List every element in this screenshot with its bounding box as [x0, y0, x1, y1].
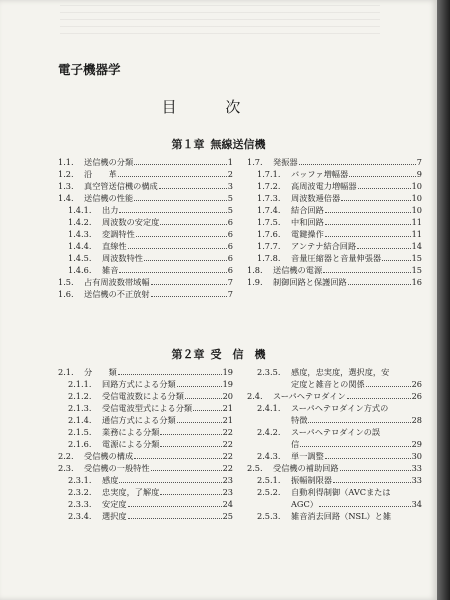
toc-leader-dots	[325, 217, 411, 225]
toc-entry-title: 電源による分類	[102, 439, 160, 449]
toc-entry-title: アンテナ結合回路	[291, 241, 357, 251]
toc-leader-dots	[128, 511, 222, 519]
toc-entry-number: 1.7.2.	[257, 181, 281, 191]
toc-leader-dots	[357, 241, 410, 249]
toc-entry-number: 2.5.3.	[257, 511, 281, 521]
bleed-through-text	[60, 0, 380, 40]
toc-entry	[58, 288, 233, 300]
toc-leader-dots	[134, 451, 221, 459]
toc-entry-page: 23	[222, 475, 233, 485]
toc-entry-page: 33	[411, 463, 422, 473]
toc-entry-number: 2.1.6.	[68, 439, 92, 449]
toc-entry-page: 15	[411, 265, 422, 275]
toc-entry-title: 送信機の不正放射	[84, 289, 150, 299]
toc-entry-page: 6	[227, 265, 233, 275]
toc-entry-page: 34	[411, 499, 422, 509]
toc-leader-dots	[300, 439, 410, 447]
toc-entry-title: 忠実度，了解度	[102, 487, 160, 497]
toc-entry	[58, 474, 233, 486]
toc-entry-number: 2.1.1.	[68, 379, 92, 389]
toc-entry	[58, 204, 233, 216]
toc-entry-page: 21	[222, 403, 233, 413]
toc-entry-title: 真空管送信機の構成	[84, 181, 158, 191]
toc-entry-number: 2.3.1.	[68, 475, 92, 485]
toc-entry	[58, 378, 233, 390]
toc-entry-number: 2.3.2.	[68, 487, 92, 497]
toc-entry-page: 9	[416, 169, 422, 179]
toc-entry-number: 1.7.3.	[257, 193, 281, 203]
toc-entry-page: 10	[411, 181, 422, 191]
toc-entry-number: 1.5.	[58, 277, 74, 287]
toc-entry	[247, 510, 422, 522]
toc-entry-number: 1.7.4.	[257, 205, 281, 215]
toc-entry-number: 1.4.2.	[68, 217, 92, 227]
toc-entry-number: 2.4.	[247, 391, 263, 401]
toc-entry-number: 2.3.4.	[68, 511, 92, 521]
toc-entry-title: 送信機の分類	[84, 157, 134, 167]
toc-entry-page: 29	[411, 439, 422, 449]
toc-entry-title: スーパヘテロダイン	[273, 391, 346, 401]
toc-leader-dots	[177, 379, 222, 387]
toc-entry-page: 14	[411, 241, 422, 251]
toc-entry-page: 30	[411, 451, 422, 461]
toc-leader-dots	[341, 193, 410, 201]
toc-leader-dots	[151, 277, 227, 285]
toc-entry	[58, 216, 233, 228]
toc-leader-dots	[119, 205, 226, 213]
toc-entry-title: 制御回路と保護回路	[273, 277, 347, 287]
toc-entry-title: 占有周波数帯域幅	[84, 277, 150, 287]
toc-leader-dots	[319, 499, 411, 507]
toc-entry-number: 1.7.7.	[257, 241, 281, 251]
toc-entry-page: 6	[227, 241, 233, 251]
toc-entry-number: 1.3.	[58, 181, 74, 191]
toc-entry	[58, 240, 233, 252]
toc-entry-title: 中和回路	[291, 217, 324, 227]
toc-entry	[58, 276, 233, 288]
toc-entry	[247, 276, 422, 288]
toc-entry	[58, 438, 233, 450]
toc-entry	[247, 474, 422, 486]
toc-entry-page: 19	[222, 379, 233, 389]
toc-leader-dots	[151, 289, 227, 297]
toc-entry-title: 分 類	[84, 367, 117, 377]
toc-leader-dots	[325, 451, 411, 459]
toc-entry-page: 7	[416, 157, 422, 167]
toc-entry-number: 1.6.	[58, 289, 74, 299]
toc-entry	[247, 426, 422, 438]
toc-entry-title: 業務による分類	[102, 427, 160, 437]
toc-leader-dots	[325, 205, 411, 213]
chapter-1-number: 第１章	[171, 138, 205, 151]
toc-entry-title: 沿 革	[84, 169, 117, 179]
toc-entry	[247, 414, 422, 426]
toc-entry-title: 電鍵操作	[291, 229, 324, 239]
toc-entry	[247, 264, 422, 276]
toc-entry-number: 2.2.	[58, 451, 74, 461]
toc-entry	[247, 156, 422, 168]
toc-entry	[247, 378, 422, 390]
toc-entry-number: 1.8.	[247, 265, 263, 275]
toc-entry-title: 単一調整	[291, 451, 324, 461]
toc-leader-dots	[119, 475, 221, 483]
toc-entry-title: 受信機の補助回路	[273, 463, 339, 473]
toc-entry-number: 2.3.5.	[257, 367, 281, 377]
toc-entry-title: 出力	[102, 205, 119, 215]
toc-entry	[58, 450, 233, 462]
toc-entry-number: 1.7.8.	[257, 253, 281, 263]
toc-leader-dots	[151, 463, 222, 471]
toc-entry	[247, 486, 422, 498]
toc-entry	[58, 414, 233, 426]
toc-leader-dots	[366, 379, 411, 387]
toc-entry-number: 1.7.5.	[257, 217, 281, 227]
toc-entry-title: 送信機の電源	[273, 265, 323, 275]
toc-entry-page: 28	[411, 415, 422, 425]
toc-entry	[247, 366, 422, 378]
toc-entry-page: 23	[222, 487, 233, 497]
toc-entry-title: 受信機の構成	[84, 451, 134, 461]
toc-entry	[58, 486, 233, 498]
toc-entry	[58, 156, 233, 168]
toc-entry-number: 1.9.	[247, 277, 263, 287]
toc-leader-dots	[119, 265, 226, 273]
toc-entry-page: 19	[222, 367, 233, 377]
toc-entry-number: 1.4.6.	[68, 265, 92, 275]
toc-entry-number: 2.3.3.	[68, 499, 92, 509]
toc-leader-dots	[193, 403, 222, 411]
toc-entry-page: 10	[411, 205, 422, 215]
toc-entry-page: 2	[227, 169, 233, 179]
toc-leader-dots	[134, 157, 227, 165]
toc-leader-dots	[160, 217, 226, 225]
toc-entry-page: 6	[227, 229, 233, 239]
toc-leader-dots	[160, 427, 221, 435]
toc-entry-number: 2.4.3.	[257, 451, 281, 461]
toc-entry-page: 25	[222, 511, 233, 521]
chapter-2-toc-left	[58, 366, 233, 522]
toc-entry	[247, 180, 422, 192]
toc-entry-number: 2.1.4.	[68, 415, 92, 425]
toc-entry-page: 20	[222, 391, 233, 401]
toc-entry-number: 2.3.	[58, 463, 74, 473]
toc-leader-dots	[118, 169, 227, 177]
toc-entry-number: 2.5.1.	[257, 475, 281, 485]
toc-entry-page: 22	[222, 463, 233, 473]
toc-leader-dots	[349, 169, 416, 177]
toc-leader-dots	[177, 415, 222, 423]
toc-leader-dots	[299, 157, 416, 165]
toc-leader-dots	[325, 229, 411, 237]
toc-entry	[247, 204, 422, 216]
toc-entry-page: 5	[227, 193, 233, 203]
toc-entry-number: 1.4.1.	[68, 205, 92, 215]
toc-entry-page: 22	[222, 451, 233, 461]
toc-entry-title: 自動利得制御（AVCまたは	[291, 487, 391, 497]
toc-entry-title: AGC）	[291, 499, 318, 509]
toc-entry-number: 1.4.5.	[68, 253, 92, 263]
toc-entry-page: 11	[411, 217, 422, 227]
toc-entry-page: 21	[222, 415, 233, 425]
toc-entry-title: 雑音消去回路（NSL）と雑	[291, 511, 392, 521]
toc-entry-title: 周波数特性	[102, 253, 143, 263]
toc-leader-dots	[348, 277, 411, 285]
toc-entry-title: 変調特性	[102, 229, 135, 239]
toc-entry	[58, 192, 233, 204]
toc-entry-number: 1.7.6.	[257, 229, 281, 239]
toc-entry	[58, 366, 233, 378]
toc-entry	[58, 462, 233, 474]
toc-entry-title: 周波数の安定度	[102, 217, 160, 227]
toc-leader-dots	[340, 463, 411, 471]
toc-entry-number: 1.4.4.	[68, 241, 92, 251]
toc-entry-title: 高周波電力増幅器	[291, 181, 357, 191]
toc-entry-title: 音量圧縮器と音量伸張器	[291, 253, 382, 263]
toc-entry-title: 結合回路	[291, 205, 324, 215]
toc-entry-title: 受信電波数による分類	[102, 391, 184, 401]
chapter-1-heading	[0, 136, 437, 152]
chapter-1-toc-left	[58, 156, 233, 300]
toc-entry-title: 回路方式による分類	[102, 379, 176, 389]
toc-leader-dots	[118, 367, 222, 375]
toc-entry	[247, 192, 422, 204]
toc-entry	[247, 402, 422, 414]
toc-entry-page: 7	[227, 277, 233, 287]
toc-leader-dots	[136, 229, 227, 237]
toc-leader-dots	[308, 415, 410, 423]
toc-entry-number: 2.1.3.	[68, 403, 92, 413]
toc-entry-title: 振幅制限器	[291, 475, 332, 485]
toc-entry	[58, 264, 233, 276]
toc-leader-dots	[323, 265, 410, 273]
chapter-2-title: 受 信 機	[210, 348, 266, 361]
toc-entry-title: 受信電波型式による分類	[102, 403, 193, 413]
book-spine-edge	[437, 0, 450, 600]
toc-entry-page: 26	[411, 391, 422, 401]
toc-leader-dots	[159, 181, 227, 189]
toc-entry-title: 周波数逓倍器	[291, 193, 341, 203]
toc-leader-dots	[358, 181, 411, 189]
toc-entry-number: 1.7.1.	[257, 169, 281, 179]
toc-entry	[58, 510, 233, 522]
toc-entry-number: 1.2.	[58, 169, 74, 179]
toc-entry-number: 1.4.3.	[68, 229, 92, 239]
toc-entry	[58, 498, 233, 510]
toc-entry-title: 送信機の性能	[84, 193, 134, 203]
toc-entry-number: 2.5.	[247, 463, 263, 473]
toc-entry-page: 1	[227, 157, 233, 167]
toc-entry	[58, 168, 233, 180]
toc-entry-number: 2.4.1.	[257, 403, 281, 413]
toc-leader-dots	[333, 475, 411, 483]
toc-entry-page: 7	[227, 289, 233, 299]
toc-entry-title: 雑音	[102, 265, 119, 275]
toc-entry-page: 33	[411, 475, 422, 485]
toc-entry-page: 6	[227, 253, 233, 263]
toc-entry-number: 2.1.2.	[68, 391, 92, 401]
toc-leader-dots	[347, 391, 411, 399]
toc-entry	[58, 252, 233, 264]
toc-entry-page: 15	[411, 253, 422, 263]
toc-entry	[247, 168, 422, 180]
chapter-2-number: 第２章	[171, 348, 205, 361]
toc-entry-number: 2.4.2.	[257, 427, 281, 437]
toc-leader-dots	[144, 253, 227, 261]
book-title: 電子機器学	[58, 62, 121, 77]
toc-leader-dots	[185, 391, 222, 399]
toc-entry-title: 感度，忠実度，選択度，安	[291, 367, 390, 377]
toc-entry-title: 感度	[102, 475, 119, 485]
toc-entry-title: 特徴	[291, 415, 308, 425]
toc-leader-dots	[160, 487, 221, 495]
toc-entry-title: 定度と雑音との関係	[291, 379, 365, 389]
toc-entry	[247, 252, 422, 264]
toc-entry	[247, 240, 422, 252]
toc-entry-page: 26	[411, 379, 422, 389]
toc-entry	[58, 180, 233, 192]
toc-entry-number: 1.1.	[58, 157, 74, 167]
toc-entry-title: 選択度	[102, 511, 127, 521]
toc-entry-page: 5	[227, 205, 233, 215]
toc-leader-dots	[382, 253, 411, 261]
toc-entry	[247, 498, 422, 510]
toc-entry-title: 発振器	[273, 157, 298, 167]
toc-entry-title: スーパヘテロダインの誤	[291, 427, 381, 437]
toc-leader-dots	[128, 499, 222, 507]
toc-entry	[58, 390, 233, 402]
toc-entry-title: 安定度	[102, 499, 127, 509]
chapter-1-toc-right	[247, 156, 422, 288]
toc-entry-page: 22	[222, 427, 233, 437]
toc-entry-title: 直線性	[102, 241, 127, 251]
toc-entry	[247, 438, 422, 450]
toc-entry-page: 22	[222, 439, 233, 449]
chapter-1-title: 無線送信機	[210, 138, 266, 151]
toc-entry	[247, 228, 422, 240]
toc-entry-page: 10	[411, 193, 422, 203]
contents-heading: 目 次	[161, 98, 263, 116]
toc-entry-page: 11	[411, 229, 422, 239]
toc-entry-title: 通信方式による分類	[102, 415, 176, 425]
toc-entry	[58, 426, 233, 438]
toc-entry-title: バッファ増幅器	[291, 169, 349, 179]
chapter-2-toc-right	[247, 366, 422, 522]
toc-entry	[247, 450, 422, 462]
toc-entry-title: 信	[291, 439, 300, 449]
toc-entry-title: スーパヘテロダイン方式の	[291, 403, 389, 413]
toc-leader-dots	[128, 241, 227, 249]
toc-entry-number: 2.5.2.	[257, 487, 281, 497]
toc-entry-page: 3	[227, 181, 233, 191]
toc-entry	[247, 216, 422, 228]
toc-entry	[58, 228, 233, 240]
toc-entry-page: 6	[227, 217, 233, 227]
chapter-2-heading	[0, 346, 437, 362]
toc-entry	[247, 462, 422, 474]
toc-entry-number: 2.1.5.	[68, 427, 92, 437]
toc-entry-title: 受信機の一般特性	[84, 463, 150, 473]
toc-entry-number: 1.7.	[247, 157, 263, 167]
toc-entry-page: 24	[222, 499, 233, 509]
toc-entry	[58, 402, 233, 414]
toc-leader-dots	[134, 193, 227, 201]
toc-entry-number: 2.1.	[58, 367, 74, 377]
toc-leader-dots	[160, 439, 221, 447]
toc-entry-page: 16	[411, 277, 422, 287]
toc-entry	[247, 390, 422, 402]
toc-entry-number: 1.4.	[58, 193, 74, 203]
